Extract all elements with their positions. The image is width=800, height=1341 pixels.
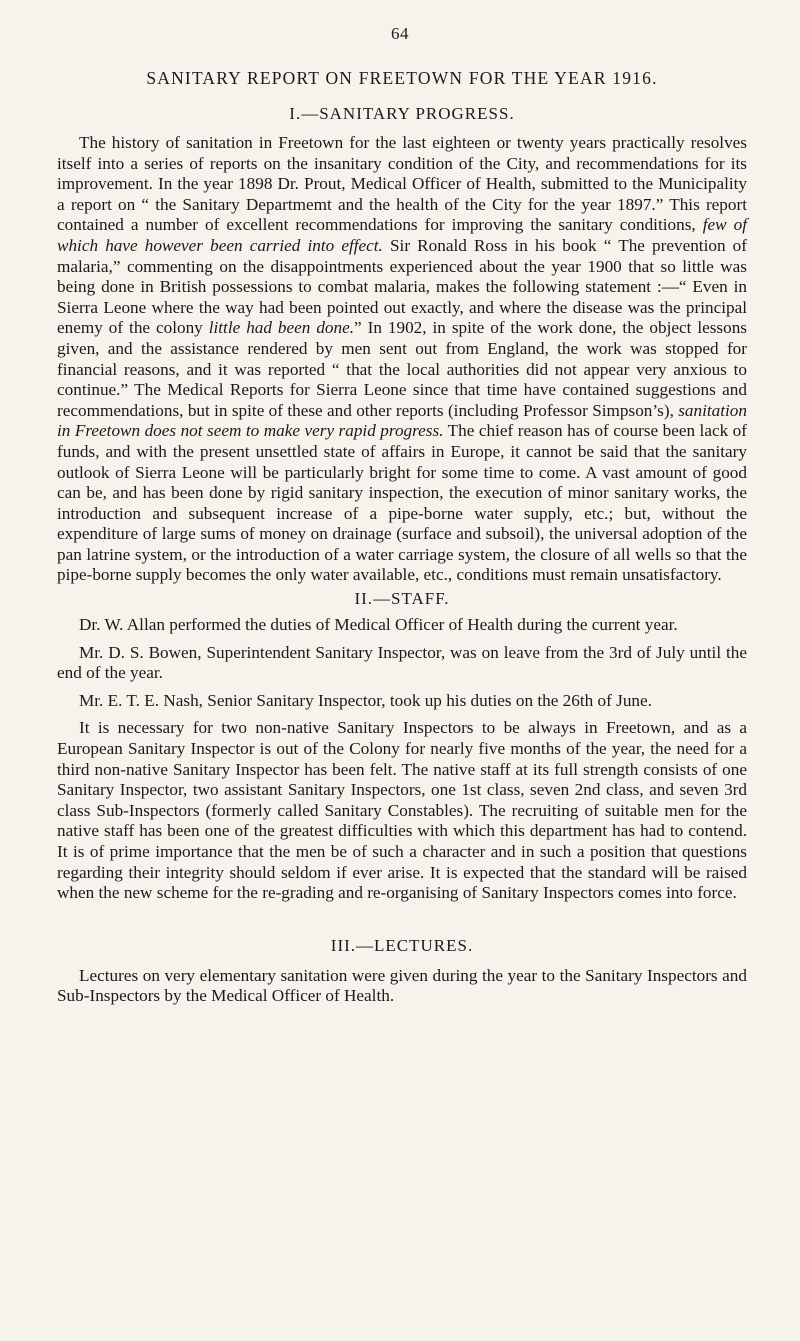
sanitary-progress-paragraph	[57, 133, 747, 586]
text-run: The history of sanitation in Freetown for the last eighteen or twenty years practically resolves itself into a series of reports on the insanitary condition of the City, and recommendations for its improvement. In the year 1898 Dr. Prout, Medical Officer of Health, submitted to the Municipality a report on “ the Sanitary Departmemt and the health of the City for the year 1897.” This report contained a number of excellent recommendations for improving the sanitary conditions,	[57, 133, 747, 235]
staff-paragraph-inspectors: It is necessary for two non-native Sanitary Inspectors to be always in Freetown, and as a European Sanitary Inspector is out of the Colony for nearly five months of the year, the need for a third non-native Sanitary Inspector has been felt. The native staff at its full strength consists of one Sanitary Inspector, two assistant Sanitary Inspectors, one 1st class, seven 2nd class, and seven 3rd class Sub-Inspectors (formerly called Sanitary Constables). The recruiting of suitable men for the native staff has been one of the greatest difficulties with which this department has had to contend. It is of prime importance that the men be of such a character and in such a position that questions regarding their integrity should seldom if ever arise. It is expected that the standard will be raised when the new scheme for the re-grading and re-organising of Sanitary Inspectors comes into force.	[57, 718, 747, 903]
text-run: The chief reason has of course been lack of funds, and with the present unsettled state of affairs in Europe, it cannot be said that the sanitary outlook of Sierra Leone will be particularly bright for some time to come. A vast amount of good can be, and has been done by rigid sanitary inspection, the execution of minor sanitary works, the introduction and subsequent increase of a pipe-borne water supply, etc.; but, without the expenditure of large sums of money on drainage (surface and subsoil), the universal adoption of the pan latrine system, or the introduction of a water carriage system, the closure of all wells so that the pipe-borne supply becomes the only water available, etc., conditions must remain unsatisfactory.	[57, 421, 747, 585]
lectures-paragraph: Lectures on very elementary sanitation were given during the year to the Sanitary Inspectors and Sub-Inspectors by the Medical Officer of Health.	[57, 965, 747, 1006]
staff-paragraph-nash: Mr. E. T. E. Nash, Senior Sanitary Inspector, took up his duties on the 26th of June.	[79, 690, 652, 710]
italic-run: little had been done.	[208, 318, 355, 338]
section-heading-sanitary-progress: I.—SANITARY PROGRESS.	[289, 104, 515, 123]
running-head: SANITARY REPORT ON FREETOWN FOR THE YEAR 1916.	[146, 68, 658, 88]
text-run: ” In 1902, in spite of the work done, the object lessons given, and the assistance rendered by men sent out from England, the work was stopped for financial reasons, and it was reported “ that the local authorities did not appear very anxious to continue.” The Medical Reports for Sierra Leone since that time have contained suggestions and recommendations, but in spite of these and other reports (including Professor Simpson’s),	[57, 318, 747, 420]
page-number: 64	[391, 24, 409, 43]
section-heading-staff: II.—STAFF.	[354, 589, 450, 609]
italic-run: few of which have however been carried into effect.	[57, 215, 747, 255]
italic-run: sanitation in Freetown does not seem to make very rapid progress.	[57, 400, 747, 441]
section-heading-lectures: III.—LECTURES.	[330, 935, 474, 955]
staff-paragraph-bowen: Mr. D. S. Bowen, Superintendent Sanitary Inspector, was on leave from the 3rd of July until the end of the year.	[57, 642, 747, 683]
staff-paragraph-allan: Dr. W. Allan performed the duties of Medical Officer of Health during the current year.	[79, 615, 678, 635]
text-run: Sir Ronald Ross in his book “ The prevention of malaria,” commenting on the disappointments experienced about the year 1900 that so little was being done in British possessions to combat malaria, makes the following statement :—“ Even in Sierra Leone where the way had been pointed out exactly, and where the disease was the principal enemy of the colony	[57, 235, 748, 338]
report-body	[57, 104, 747, 1007]
